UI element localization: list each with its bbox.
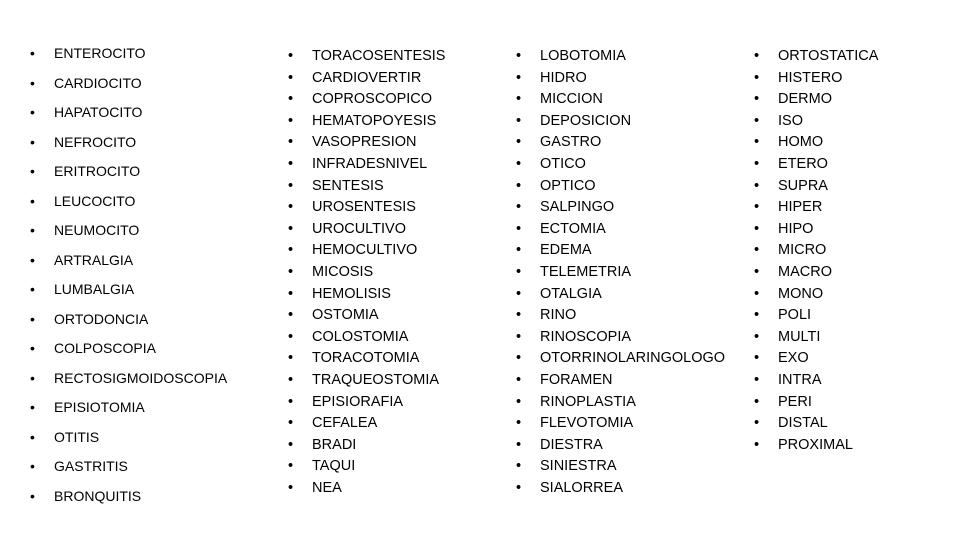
list-item: • ETERO bbox=[754, 154, 878, 176]
list-item: • HAPATOCITO bbox=[30, 101, 227, 131]
list-item: • ERITROCITO bbox=[30, 160, 227, 190]
list-item: • TRAQUEOSTOMIA bbox=[288, 370, 445, 392]
list-item: • OTITIS bbox=[30, 426, 227, 456]
list-item: • ARTRALGIA bbox=[30, 249, 227, 279]
list-item: • NEFROCITO bbox=[30, 131, 227, 161]
list-item: • UROCULTIVO bbox=[288, 219, 445, 241]
list-item: • PROXIMAL bbox=[754, 435, 878, 457]
list-item: • TORACOTOMIA bbox=[288, 348, 445, 370]
list-item: • SINIESTRA bbox=[516, 456, 725, 478]
list-item: • RINOPLASTIA bbox=[516, 392, 725, 414]
list-item: • NEA bbox=[288, 478, 445, 500]
list-item: • ORTOSTATICA bbox=[754, 46, 878, 68]
list-item: • LOBOTOMIA bbox=[516, 46, 725, 68]
list-item: • RINOSCOPIA bbox=[516, 327, 725, 349]
term-list-column-3 bbox=[516, 46, 725, 499]
list-item: • HEMOCULTIVO bbox=[288, 240, 445, 262]
term-list-column-4 bbox=[754, 46, 878, 456]
list-item: • HIPER bbox=[754, 197, 878, 219]
list-item: • EPISIOTOMIA bbox=[30, 396, 227, 426]
list-item: • EDEMA bbox=[516, 240, 725, 262]
term-list-column-2 bbox=[288, 46, 445, 499]
list-item: • SENTESIS bbox=[288, 176, 445, 198]
list-item: • CEFALEA bbox=[288, 413, 445, 435]
list-item: • HISTERO bbox=[754, 68, 878, 90]
list-item: • ISO bbox=[754, 111, 878, 133]
list-item: • COLOSTOMIA bbox=[288, 327, 445, 349]
list-item: • MICRO bbox=[754, 240, 878, 262]
list-item: • HOMO bbox=[754, 132, 878, 154]
list-item: • PERI bbox=[754, 392, 878, 414]
list-item: • CARDIOVERTIR bbox=[288, 68, 445, 90]
list-item: • LUMBALGIA bbox=[30, 278, 227, 308]
term-list-column-1 bbox=[30, 42, 227, 514]
list-item: • OTALGIA bbox=[516, 284, 725, 306]
list-item: • COPROSCOPICO bbox=[288, 89, 445, 111]
list-item: • SIALORREA bbox=[516, 478, 725, 500]
list-item: • COLPOSCOPIA bbox=[30, 337, 227, 367]
list-item: • MACRO bbox=[754, 262, 878, 284]
list-item: • DERMO bbox=[754, 89, 878, 111]
list-item: • OTORRINOLARINGOLOGO bbox=[516, 348, 725, 370]
list-item: • POLI bbox=[754, 305, 878, 327]
list-item: • EXO bbox=[754, 348, 878, 370]
list-item: • NEUMOCITO bbox=[30, 219, 227, 249]
list-item: • HEMOLISIS bbox=[288, 284, 445, 306]
list-item: • FLEVOTOMIA bbox=[516, 413, 725, 435]
list-item: • ORTODONCIA bbox=[30, 308, 227, 338]
list-item: • HIDRO bbox=[516, 68, 725, 90]
list-item: • DEPOSICION bbox=[516, 111, 725, 133]
list-item: • TORACOSENTESIS bbox=[288, 46, 445, 68]
list-item: • OSTOMIA bbox=[288, 305, 445, 327]
list-item: • DISTAL bbox=[754, 413, 878, 435]
list-item: • FORAMEN bbox=[516, 370, 725, 392]
list-item: • OPTICO bbox=[516, 176, 725, 198]
list-item: • OTICO bbox=[516, 154, 725, 176]
list-item: • RECTOSIGMOIDOSCOPIA bbox=[30, 367, 227, 397]
list-item: • MICOSIS bbox=[288, 262, 445, 284]
list-item: • SUPRA bbox=[754, 176, 878, 198]
list-item: • MULTI bbox=[754, 327, 878, 349]
list-item: • GASTRO bbox=[516, 132, 725, 154]
list-item: • TAQUI bbox=[288, 456, 445, 478]
list-item: • CARDIOCITO bbox=[30, 72, 227, 102]
list-item: • EPISIORAFIA bbox=[288, 392, 445, 414]
list-item: • DIESTRA bbox=[516, 435, 725, 457]
list-item: • MICCION bbox=[516, 89, 725, 111]
list-item: • ENTEROCITO bbox=[30, 42, 227, 72]
list-item: • INTRA bbox=[754, 370, 878, 392]
list-item: • INFRADESNIVEL bbox=[288, 154, 445, 176]
list-item: • BRADI bbox=[288, 435, 445, 457]
list-item: • RINO bbox=[516, 305, 725, 327]
list-item: • VASOPRESION bbox=[288, 132, 445, 154]
list-item: • UROSENTESIS bbox=[288, 197, 445, 219]
list-item: • SALPINGO bbox=[516, 197, 725, 219]
list-item: • TELEMETRIA bbox=[516, 262, 725, 284]
list-item: • HIPO bbox=[754, 219, 878, 241]
list-item: • BRONQUITIS bbox=[30, 485, 227, 515]
list-item: • LEUCOCITO bbox=[30, 190, 227, 220]
list-item: • HEMATOPOYESIS bbox=[288, 111, 445, 133]
list-item: • GASTRITIS bbox=[30, 455, 227, 485]
list-item: • MONO bbox=[754, 284, 878, 306]
list-item: • ECTOMIA bbox=[516, 219, 725, 241]
